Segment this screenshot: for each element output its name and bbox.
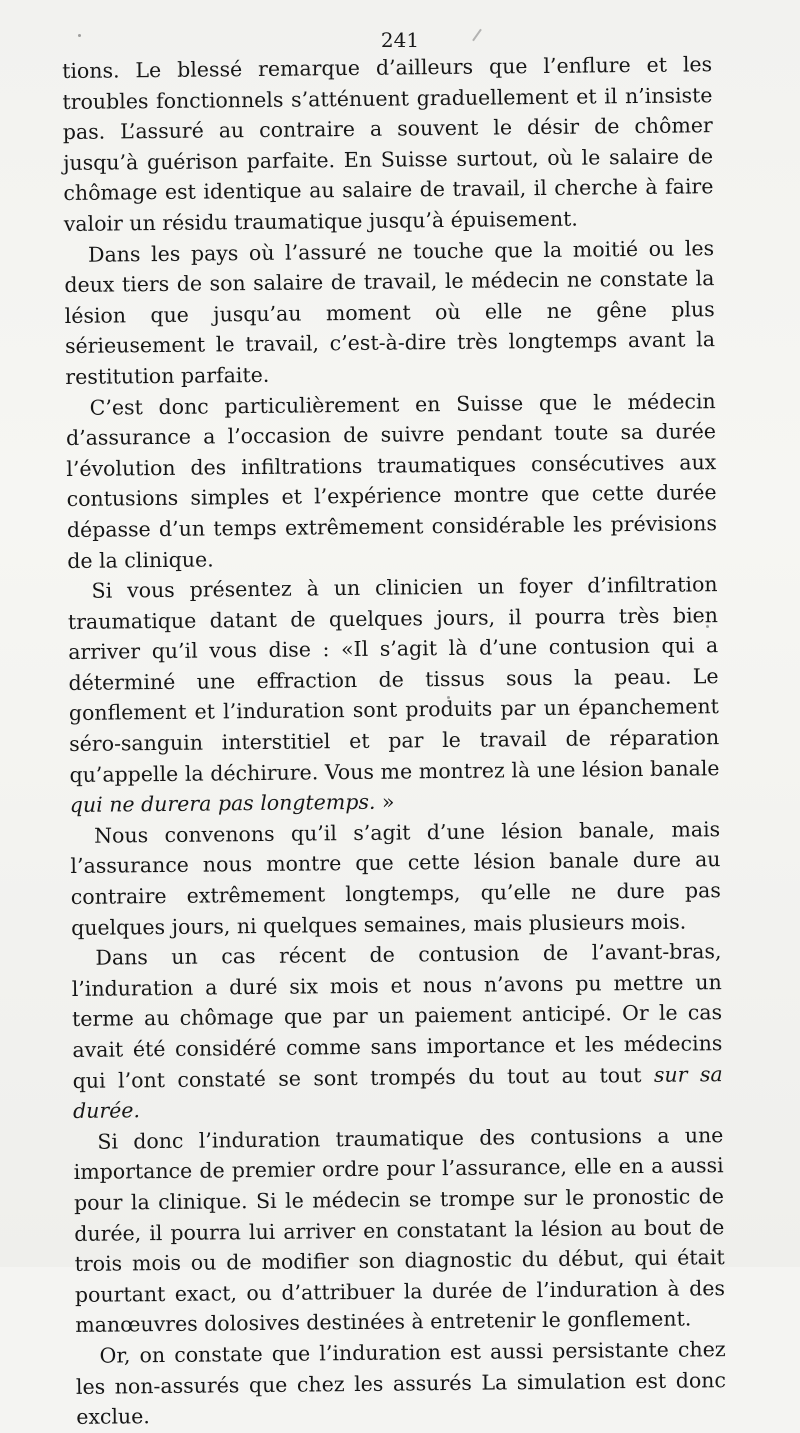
paragraph [75,1334,726,1433]
paragraph [62,49,714,239]
paragraph [70,814,721,943]
italic-text: sur sa durée. [72,1061,723,1124]
text-segment: Si donc l’induration traumatique des contusions a une importance de premier ordre pour l’assurance, elle en a aussi pour la clinique. Si le médecin se trompe sur le pronostic de durée, il pourra lui arriver en constatant la lésion au bout de trois mois ou de modifier son diagnostic du début, qui était pourtant exact, ou d’attribuer la durée de l’induration à des manœuvres dolosives destinées à entretenir le gonflement. [73,1122,726,1338]
italic-text: qui ne durera pas longtemps. [69,790,376,818]
text-segment: Dans les pays où l’assuré ne touche que la moitié ou les deux tiers de son salaire de travail, le médecin ne constate la lésion que jusqu’au moment où elle ne gêne plus sérieusement le travail, c’est-à-dire très longtemps avant la restitution parfaite. [64,235,716,389]
page-number: 241 [380,28,420,52]
text-segment: Dans un cas récent de contusion de l’avant-bras, l’induration a duré six mois et nous n’avons pu mettre un terme au chômage que par un paiement anticipé. Or le cas avait été considéré comme sans importance et les médecins qui l’ont constaté se sont trompés du tout au tout [71,939,723,1093]
paragraph [71,936,723,1126]
paragraph [67,569,720,821]
text-segment: Or, on constate que l’induration est aussi persistante chez les non-assurés que chez les assurés La simulation est donc exclue. [75,1337,727,1430]
body-text [62,49,726,1432]
text-segment: tions. Le blessé remarque d’ailleurs que l’enflure et les troubles fonctionnels s’atténuent graduellement et il n’insiste pas. L’assuré au contraire a souvent le désir de chômer jusqu’à guérison parfaite. En Suisse surtout, où le salaire de chômage est identique au salaire de travail, il cherche à faire valoir un résidu traumatique jusqu’à épuisement. [62,52,714,236]
text-segment: C’est donc particulièrement en Suisse que le médecin d’assurance a l’occasion de suivre pendant toute sa durée l’évolution des infiltrations traumatiques consécutives aux contusions simples et l’expérience montre que cette durée dépasse d’un temps extrêmement considérable les prévisions de la clinique. [65,388,718,573]
paragraph [64,233,716,393]
paragraph [73,1120,725,1341]
text-segment: » [375,789,395,815]
text-segment: Si vous présentez à un clinicien un foyer d’infiltration traumatique datant de quelques jours, il pourra très bien arriver qu’il vous dise : «Il s’agit là d’une contusion qui a déterminé une effraction de tissus sous la peau. Le gonflement et l’induration sont produits par un épanchement séro-sanguin interstitiel et par le travail de réparation qu’appelle la déchirure. Vous me montrez là une lésion banale [67,572,720,787]
paragraph [66,386,718,576]
text-segment: Nous convenons qu’il s’agit d’une lésion banale, mais l’assurance nous montre que cette lésion banale dure au contraire extrêmement longtemps, qu’elle ne dure pas quelques jours, ni quelques semaines, mais plusieurs mois. [70,816,721,940]
